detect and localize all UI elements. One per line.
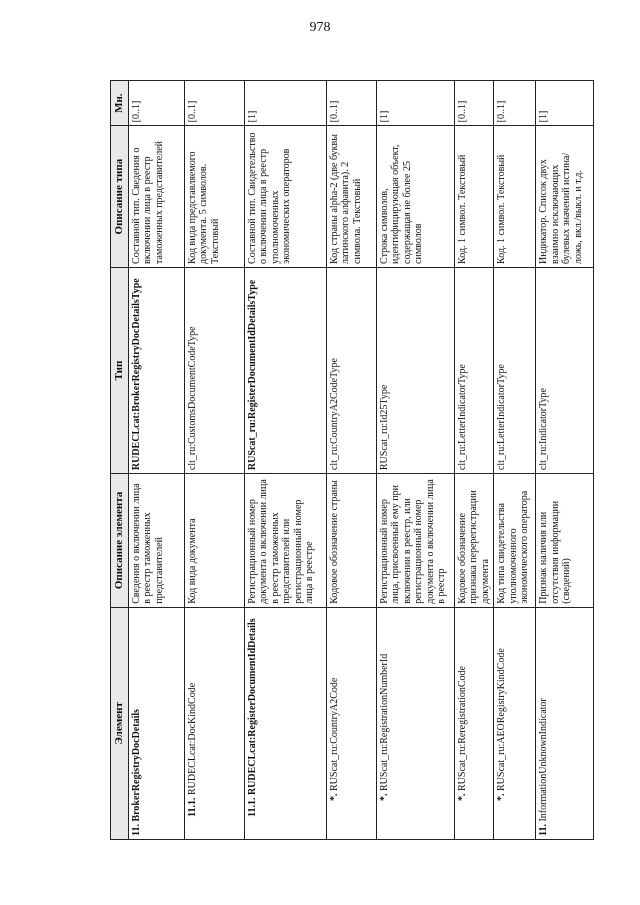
type-cell: RUScat_ru:Id25Type [376, 267, 454, 473]
type-cell: RUScat_ru:RegisterDocumentIdDetailsType [244, 267, 326, 473]
type-description-cell: Код вида представляемого документа. 5 символов. Текстовый [184, 126, 244, 268]
table-row [326, 81, 376, 840]
table-row [536, 81, 594, 840]
table-row [454, 81, 494, 840]
multiplicity-cell: [1] [376, 81, 454, 126]
element-cell: 11.1. RUDECLcat:DocKindCode [184, 607, 244, 839]
element-description-cell: Регистрационный номер документа о включении лица в реестр таможенных представителей или регистрационный номер лица в реестре [244, 474, 326, 608]
element-description-cell: Регистрационный номер лица, присвоенный ему при включении в реестр, или регистрационный номер документа о включении лица в реестр [376, 474, 454, 608]
table-header-row [111, 81, 129, 840]
table-row [128, 81, 184, 840]
multiplicity-cell: [0..1] [128, 81, 184, 126]
element-cell: 11. InformationUnknownIndicator [536, 607, 594, 839]
element-description-cell: Код вида документа [184, 474, 244, 608]
multiplicity-cell: [0..1] [326, 81, 376, 126]
multiplicity-cell: [1] [244, 81, 326, 126]
type-cell: clt_ru:CustomsDocumentCodeType [184, 267, 244, 473]
type-description-cell: Код. 1 символ. Текстовый [454, 126, 494, 268]
structure-table [110, 80, 594, 840]
header-type-description: Описание типа [111, 126, 129, 268]
type-description-cell: Код. 1 символ. Текстовый [494, 126, 536, 268]
header-element: Элемент [111, 607, 129, 839]
header-multiplicity: Мн. [111, 81, 129, 126]
table-row [494, 81, 536, 840]
element-cell: *. RUScat_ru:CountryA2Code [326, 607, 376, 839]
type-description-cell: Код страны alpha-2 (две буквы латинского алфавита). 2 символа. Текстовый [326, 126, 376, 268]
header-type: Тип [111, 267, 129, 473]
element-cell: *. RUScat_ru:AEORegistryKindCode [494, 607, 536, 839]
element-description-cell: Код типа свидетельства уполномоченного экономического оператора [494, 474, 536, 608]
type-description-cell: Составной тип. Свидетельство о включении лица в реестр уполномоченных экономических операторов [244, 126, 326, 268]
type-cell: clt_ru:LetterIndicatorType [494, 267, 536, 473]
type-cell: clt_ru:LetterIndicatorType [454, 267, 494, 473]
element-description-cell: Кодовое обозначение страны [326, 474, 376, 608]
element-cell: 11.1. RUDECLcat:RegisterDocumentIdDetails [244, 607, 326, 839]
element-description-cell: Кодовое обозначение признака перерегистрации документа [454, 474, 494, 608]
header-element-description: Описание элемента [111, 474, 129, 608]
multiplicity-cell: [1] [536, 81, 594, 126]
element-cell: 11. BrokerRegistryDocDetails [128, 607, 184, 839]
table-row [184, 81, 244, 840]
table-container [110, 80, 584, 840]
element-cell: *. RUScat_ru:ReregistrationCode [454, 607, 494, 839]
table-row [244, 81, 326, 840]
page-number: 978 [309, 20, 331, 35]
element-description-cell: Сведения о включении лица в реестр таможенных представителей [128, 474, 184, 608]
multiplicity-cell: [0..1] [494, 81, 536, 126]
table-row [376, 81, 454, 840]
type-description-cell: Строка символов, идентифицирующая объект, содержащая не более 25 символов [376, 126, 454, 268]
element-description-cell: Признак наличия или отсутствия информации (сведений) [536, 474, 594, 608]
multiplicity-cell: [0..1] [454, 81, 494, 126]
type-description-cell: Составной тип. Сведения о включении лица в реестр таможенных представителей [128, 126, 184, 268]
type-cell: clt_ru:CountryA2CodeType [326, 267, 376, 473]
element-cell: *. RUScat_ru:RegistrationNumberId [376, 607, 454, 839]
type-cell: clt_ru:IndicatorType [536, 267, 594, 473]
type-cell: RUDECLcat:BrokerRegistryDocDetailsType [128, 267, 184, 473]
multiplicity-cell: [0..1] [184, 81, 244, 126]
type-description-cell: Индикатор. Список двух взаимно исключающих булевых значений истина/ложь, вкл./выкл. и т.д. [536, 126, 594, 268]
